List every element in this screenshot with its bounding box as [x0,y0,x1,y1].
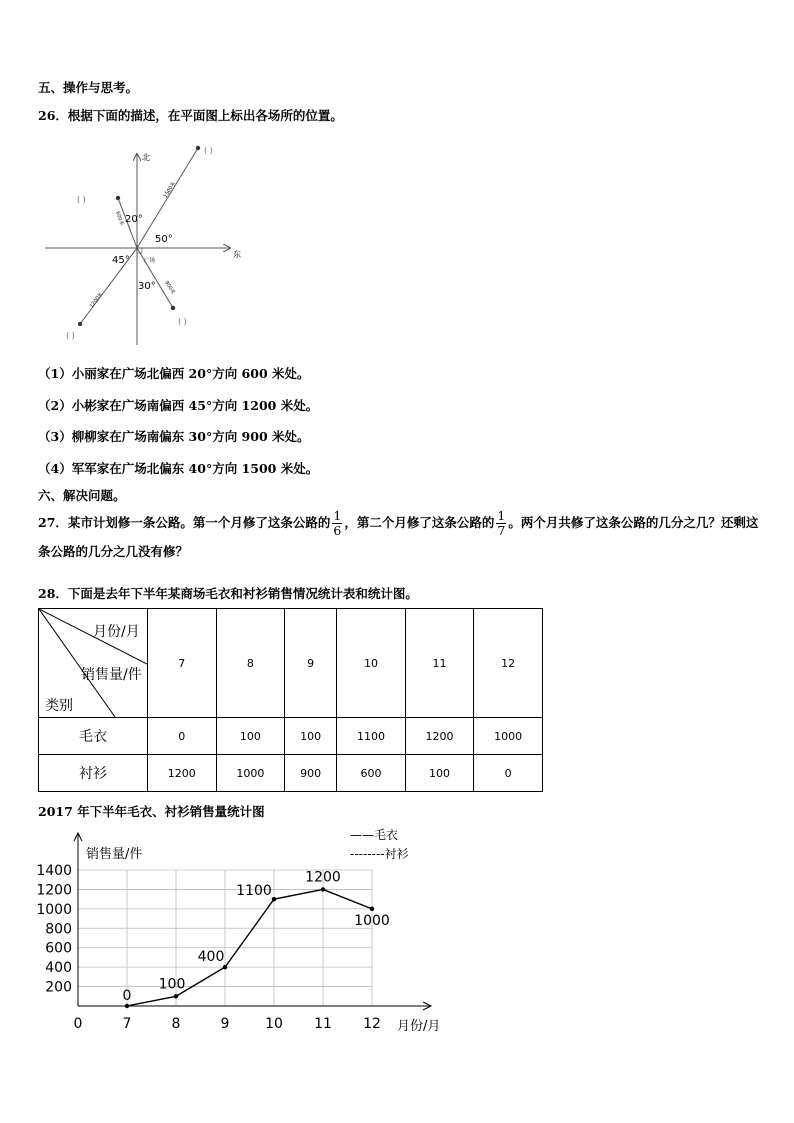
month-cell: 9 [285,609,337,718]
center-label: 广场 [144,258,156,264]
q26-item-2: （2）小彬家在广场南偏西 45°方向 1200 米处。 [38,398,319,413]
point-liuliu [171,306,175,310]
blank-liuliu: ( ) [178,317,187,326]
data-label: 1200 [305,869,341,886]
value-cell: 1200 [148,755,217,792]
blank-xiaobin: ( ) [66,331,75,340]
y-tick-label: 1400 [36,863,72,879]
fraction-denominator: 6 [333,523,342,538]
north-label: 北 [142,153,150,162]
distance-900: 900米 [163,279,176,296]
legend-shirt: --------衬衫 [350,847,409,861]
value-cell: 1000 [474,718,543,755]
table-header-diagonal [39,609,148,718]
x-tick-label: 7 [122,1016,132,1032]
header-category-label: 类别 [45,698,73,714]
fraction-one-seventh [496,509,506,538]
compass-diagram [38,140,248,350]
section-five-heading: 五、操作与思考。 [38,80,139,95]
value-cell: 1100 [337,718,406,755]
data-label: 0 [122,988,132,1004]
category-cell: 衬衫 [39,755,148,792]
table-row-shirt [39,755,543,792]
question-27 [38,509,760,566]
sales-line-chart [30,820,470,1040]
x-tick-label: 9 [220,1016,230,1032]
x-tick-label: 8 [171,1016,181,1032]
y-axis-label: 销售量/件 [86,847,143,862]
q27-text-1: 27．某市计划修一条公路。第一个月修了这条公路的 [38,515,331,530]
month-cell: 11 [405,609,474,718]
blank-junjun: ( ) [204,146,213,155]
value-cell: 0 [474,755,543,792]
data-point [125,1004,129,1008]
month-cell: 8 [216,609,285,718]
point-xiaobin [78,322,82,326]
angle-45: 45° [112,255,130,266]
data-point [370,907,374,911]
x-axis-label: 月份/月 [397,1019,441,1034]
fraction-numerator: 1 [333,508,342,523]
y-tick-label: 1000 [36,901,72,918]
value-cell: 900 [285,755,337,792]
data-label: 1000 [354,912,390,929]
data-point [321,887,325,891]
header-month-label: 月份/月 [93,624,140,640]
question-28-title: 28．下面是去年下半年某商场毛衣和衬衫销售情况统计表和统计图。 [38,586,418,601]
point-junjun [196,146,200,150]
fraction-numerator: 1 [497,508,506,523]
angle-50: 50° [155,234,173,245]
ray-southeast [137,248,173,308]
q26-item-1: （1）小丽家在广场北偏西 20°方向 600 米处。 [38,366,310,381]
value-cell: 100 [405,755,474,792]
y-tick-label: 400 [45,960,72,977]
data-label: 1100 [236,883,272,900]
fraction-one-sixth [332,509,342,538]
chart-title: 2017 年下半年毛衣、衬衫销售量统计图 [38,804,265,819]
table-row-sweater [39,718,543,755]
point-xiaoli [116,196,120,200]
distance-600: 600米 [114,210,125,227]
data-point [174,994,178,998]
y-tick-label: 1200 [36,882,72,899]
data-label: 100 [158,976,186,993]
x-tick-label: 10 [265,1016,283,1032]
y-tick-label: 200 [45,979,72,996]
q26-item-3: （3）柳柳家在广场南偏东 30°方向 900 米处。 [38,429,310,444]
fraction-denominator: 7 [497,523,506,538]
east-label: 东 [233,250,241,259]
data-point [223,965,227,969]
category-cell: 毛衣 [39,718,148,755]
header-sales-label: 销售量/件 [81,667,142,683]
section-six-heading: 六、解决问题。 [38,488,126,503]
blank-xiaoli: ( ) [77,195,86,204]
value-cell: 100 [216,718,285,755]
origin-label: 0 [73,1016,83,1032]
distance-1200: 1200米 [88,291,105,310]
sales-table [38,608,543,792]
q26-item-4: （4）军军家在广场北偏东 40°方向 1500 米处。 [38,461,319,476]
legend-sweater: ——毛衣 [350,828,399,842]
value-cell: 100 [285,718,337,755]
data-point [272,897,276,901]
question-26-title: 26．根据下面的描述，在平面图上标出各场所的位置。 [38,108,343,123]
x-tick-label: 11 [314,1016,332,1032]
value-cell: 0 [148,718,217,755]
x-tick-label: 12 [363,1016,381,1032]
value-cell: 1000 [216,755,285,792]
month-cell: 12 [474,609,543,718]
value-cell: 600 [337,755,406,792]
angle-20: 20° [125,214,143,225]
q27-text-2: ，第二个月修了这条公路的 [344,515,495,530]
q27-text-3: 。两个月共修了这条公路的几分之几？还剩这条公路的几分之几没有修？ [38,515,759,559]
value-cell: 1200 [405,718,474,755]
month-cell: 10 [337,609,406,718]
angle-30: 30° [138,281,156,292]
y-tick-label: 600 [45,940,72,957]
month-cell: 7 [148,609,217,718]
y-tick-label: 800 [45,921,72,938]
data-label: 400 [197,949,225,966]
distance-1500: 1500米 [162,180,178,200]
